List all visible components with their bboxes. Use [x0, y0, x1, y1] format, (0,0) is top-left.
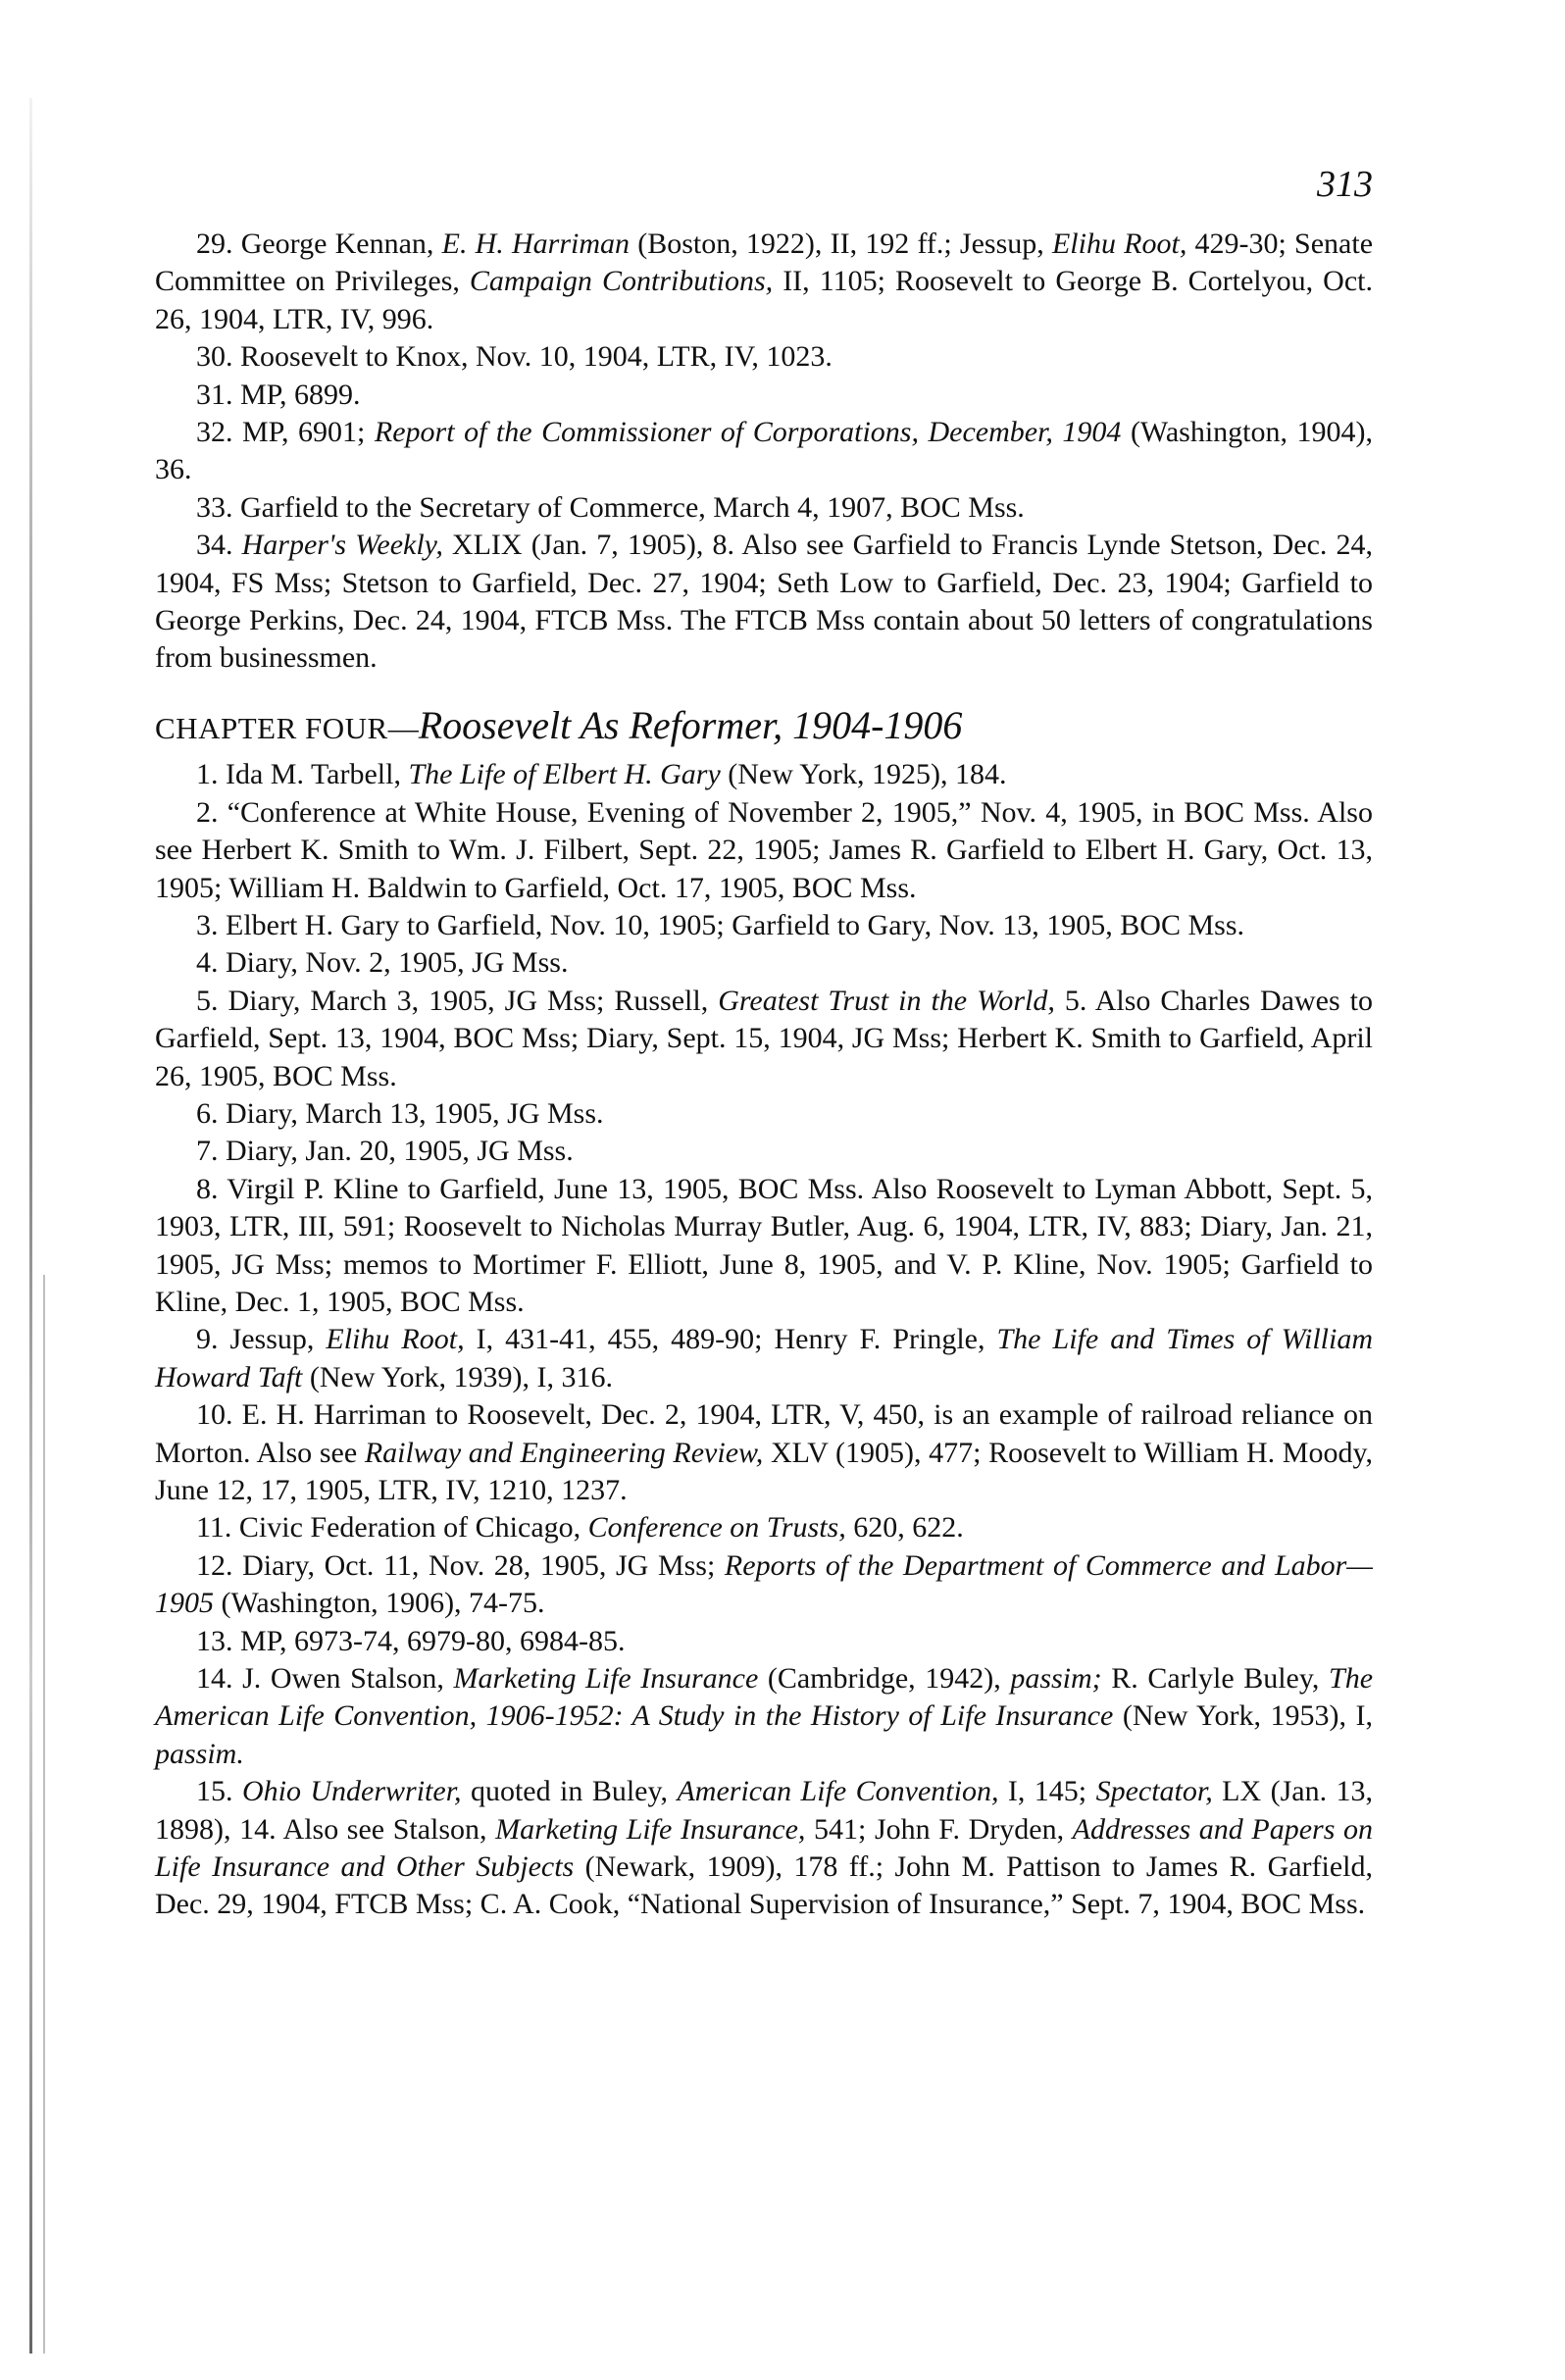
note-text: 541; John F. Dryden, [805, 1812, 1073, 1846]
note-italic-title: passim. [155, 1737, 244, 1770]
note-n31 [155, 377, 1373, 414]
note-text: 31. MP, 6899. [196, 378, 361, 411]
note-italic-title: American Life Convention, [677, 1775, 999, 1808]
note-italic-title: The Life and Times of William Howard Taft [155, 1323, 1373, 1393]
note-text: (New York, 1939), I, 316. [302, 1360, 613, 1393]
note-c15 [155, 1773, 1373, 1924]
note-c10 [155, 1396, 1373, 1509]
note-text: (Washington, 1904), 36. [155, 416, 1374, 486]
note-italic-title: Elihu Root, [326, 1323, 465, 1356]
note-c1 [155, 756, 1373, 793]
note-text: 8. Virgil P. Kline to Garfield, June 13, 1905, BOC Mss. Also Roosevelt to Lyman Abbott, Sept. 5, 1903, LTR, III, 591; Roosevelt to Nicholas Murray Butler, Aug. 6, 1904, LTR, IV, 883; Diary, Jan. 21, 1905, JG Mss; memos to Mortimer F. Elliott, June 8, 1905, and V. P. Kline, Nov. 1905; Garfield to Kline, Dec. 1, 1905, BOC Mss. [155, 1172, 1373, 1318]
note-italic-title: Conference on Trusts, [587, 1511, 846, 1544]
note-text: 1. Ida M. Tarbell, [196, 758, 409, 791]
note-text: (Newark, 1909), 178 ff.; John M. Pattison to James R. Garfield, Dec. 29, 1904, FTCB Mss; C. A. Cook, “National Supervision of Insurance,” Sept. 7, 1904, BOC Mss. [155, 1850, 1374, 1921]
scan-binding-edge [29, 98, 32, 2354]
note-text: 429-30; Senate Committee on Privileges, [155, 228, 1374, 298]
note-italic-title: The Life of Elbert H. Gary [408, 758, 721, 791]
note-italic-title: Campaign Contributions, [469, 265, 774, 298]
note-text: 7. Diary, Jan. 20, 1905, JG Mss. [196, 1135, 574, 1168]
note-italic-title: Elihu Root, [1051, 228, 1187, 260]
note-text: XLIX (Jan. 7, 1905), 8. Also see Garfield to Francis Lynde Stetson, Dec. 24, 1904, FS Mss; Stetson to Garfield, Dec. 27, 1904; Seth Low to Garfield, Dec. 23, 1904; Garfield to George Perkins, Dec. 24, 1904, FTCB Mss. The FTCB Mss contain about 50 letters of congratulations from businessmen. [155, 529, 1373, 675]
note-text: 6. Diary, March 13, 1905, JG Mss. [196, 1096, 604, 1130]
note-italic-title: Marketing Life Insurance [453, 1662, 759, 1696]
note-text: (Boston, 1922), II, 192 ff.; Jessup, [630, 228, 1052, 260]
note-text: 15. [196, 1775, 242, 1808]
note-text: 32. MP, 6901; [196, 416, 375, 449]
note-italic-title: Harper's Weekly, [241, 529, 443, 562]
chapter-separator: — [387, 710, 419, 745]
note-text: quoted in Buley, [461, 1775, 678, 1808]
note-text: 2. “Conference at White House, Evening of November 2, 1905,” Nov. 4, 1905, in BOC Mss. Also see Herbert K. Smith to Wm. J. Filbert, Sept. 22, 1905; James R. Garfield to Elbert H. Gary, Oct. 13, 1905; William H. Baldwin to Garfield, Oct. 17, 1905, BOC Mss. [155, 795, 1373, 904]
note-text: 34. [196, 529, 242, 562]
note-n29 [155, 226, 1373, 338]
chapter-label: CHAPTER FOUR [155, 710, 388, 745]
note-text: R. Carlyle Buley, [1101, 1662, 1330, 1696]
note-italic-title: Railway and Engineering Review, [364, 1436, 764, 1469]
note-text: (Washington, 1906), 74-75. [214, 1587, 545, 1620]
chapter-heading [155, 702, 1373, 748]
note-text: LX (Jan. 13, 1898), 14. Also see Stalson, [155, 1775, 1373, 1846]
note-n34 [155, 527, 1373, 678]
notes-section-chapter-three [155, 226, 1373, 678]
note-italic-title: Greatest Trust in the World, [718, 984, 1055, 1017]
note-text: 620, 622. [845, 1511, 964, 1544]
note-text: II, 1105; Roosevelt to George B. Cortelyou, Oct. 26, 1904, LTR, IV, 996. [155, 265, 1373, 335]
note-c14 [155, 1660, 1373, 1773]
note-n32 [155, 414, 1373, 489]
note-text: 29. George Kennan, [196, 228, 442, 260]
note-text: (New York, 1953), I, [1113, 1699, 1374, 1733]
note-c13 [155, 1623, 1373, 1660]
note-italic-title: passim; [1010, 1662, 1102, 1696]
note-n33 [155, 489, 1373, 527]
note-text: 14. J. Owen Stalson, [196, 1662, 454, 1696]
note-text: 5. Diary, March 3, 1905, JG Mss; Russell, [196, 984, 719, 1017]
note-text: 9. Jessup, [196, 1323, 327, 1356]
note-text: (New York, 1925), 184. [720, 758, 1007, 791]
note-c5 [155, 983, 1373, 1095]
note-italic-title: The American Life Convention, 1906-1952: A Study in the History of Life Insurance [155, 1662, 1374, 1733]
note-italic-title: E. H. Harriman [441, 228, 631, 260]
note-italic-title: Spectator, [1095, 1775, 1213, 1808]
note-text: 4. Diary, Nov. 2, 1905, JG Mss. [196, 946, 569, 980]
note-text: 13. MP, 6973-74, 6979-80, 6984-85. [196, 1624, 626, 1657]
note-text: 30. Roosevelt to Knox, Nov. 10, 1904, LTR, IV, 1023. [196, 340, 833, 374]
note-c8 [155, 1171, 1373, 1322]
note-c9 [155, 1321, 1373, 1396]
note-text: 5. Also Charles Dawes to Garfield, Sept. 13, 1904, BOC Mss; Diary, Sept. 15, 1904, JG Mss; Herbert K. Smith to Garfield, April 26, 1905, BOC Mss. [155, 984, 1373, 1092]
note-italic-title: Ohio Underwriter, [241, 1775, 462, 1808]
note-italic-title: Marketing Life Insurance, [495, 1812, 806, 1846]
page-number: 313 [1317, 164, 1373, 205]
note-text: 33. Garfield to the Secretary of Commerce, March 4, 1907, BOC Mss. [196, 490, 1025, 524]
note-text: 3. Elbert H. Gary to Garfield, Nov. 10, 1905; Garfield to Gary, Nov. 13, 1905, BOC Mss. [196, 908, 1244, 941]
note-italic-title: Report of the Commissioner of Corporations, December, 1904 [374, 416, 1122, 449]
note-c4 [155, 944, 1373, 982]
note-text: XLV (1905), 477; Roosevelt to William H. Moody, June 12, 17, 1905, LTR, IV, 1210, 1237. [155, 1436, 1374, 1506]
note-italic-title: Reports of the Department of Commerce and Labor—1905 [155, 1548, 1373, 1620]
note-text: I, 431-41, 455, 489-90; Henry F. Pringle, [464, 1323, 997, 1356]
note-c3 [155, 907, 1373, 944]
note-c11 [155, 1509, 1373, 1546]
chapter-title: Roosevelt As Reformer, 1904-1906 [418, 702, 963, 747]
note-c12 [155, 1547, 1373, 1623]
notes-section-chapter-four [155, 756, 1373, 1924]
note-c2 [155, 794, 1373, 907]
note-n30 [155, 338, 1373, 376]
note-text: I, 145; [998, 1775, 1096, 1808]
note-c6 [155, 1095, 1373, 1133]
note-text: (Cambridge, 1942), [758, 1662, 1011, 1696]
note-text: 11. Civic Federation of Chicago, [196, 1511, 588, 1544]
notes-content [155, 226, 1373, 1924]
note-text: 12. Diary, Oct. 11, Nov. 28, 1905, JG Mss; [196, 1548, 725, 1582]
note-italic-title: Addresses and Papers on Life Insurance and Other Subjects [155, 1812, 1373, 1884]
note-text: 10. E. H. Harriman to Roosevelt, Dec. 2, 1904, LTR, V, 450, is an example of railroad reliance on Morton. Also see [155, 1398, 1373, 1469]
scan-binding-shadow [43, 1275, 45, 2354]
note-c7 [155, 1133, 1373, 1170]
